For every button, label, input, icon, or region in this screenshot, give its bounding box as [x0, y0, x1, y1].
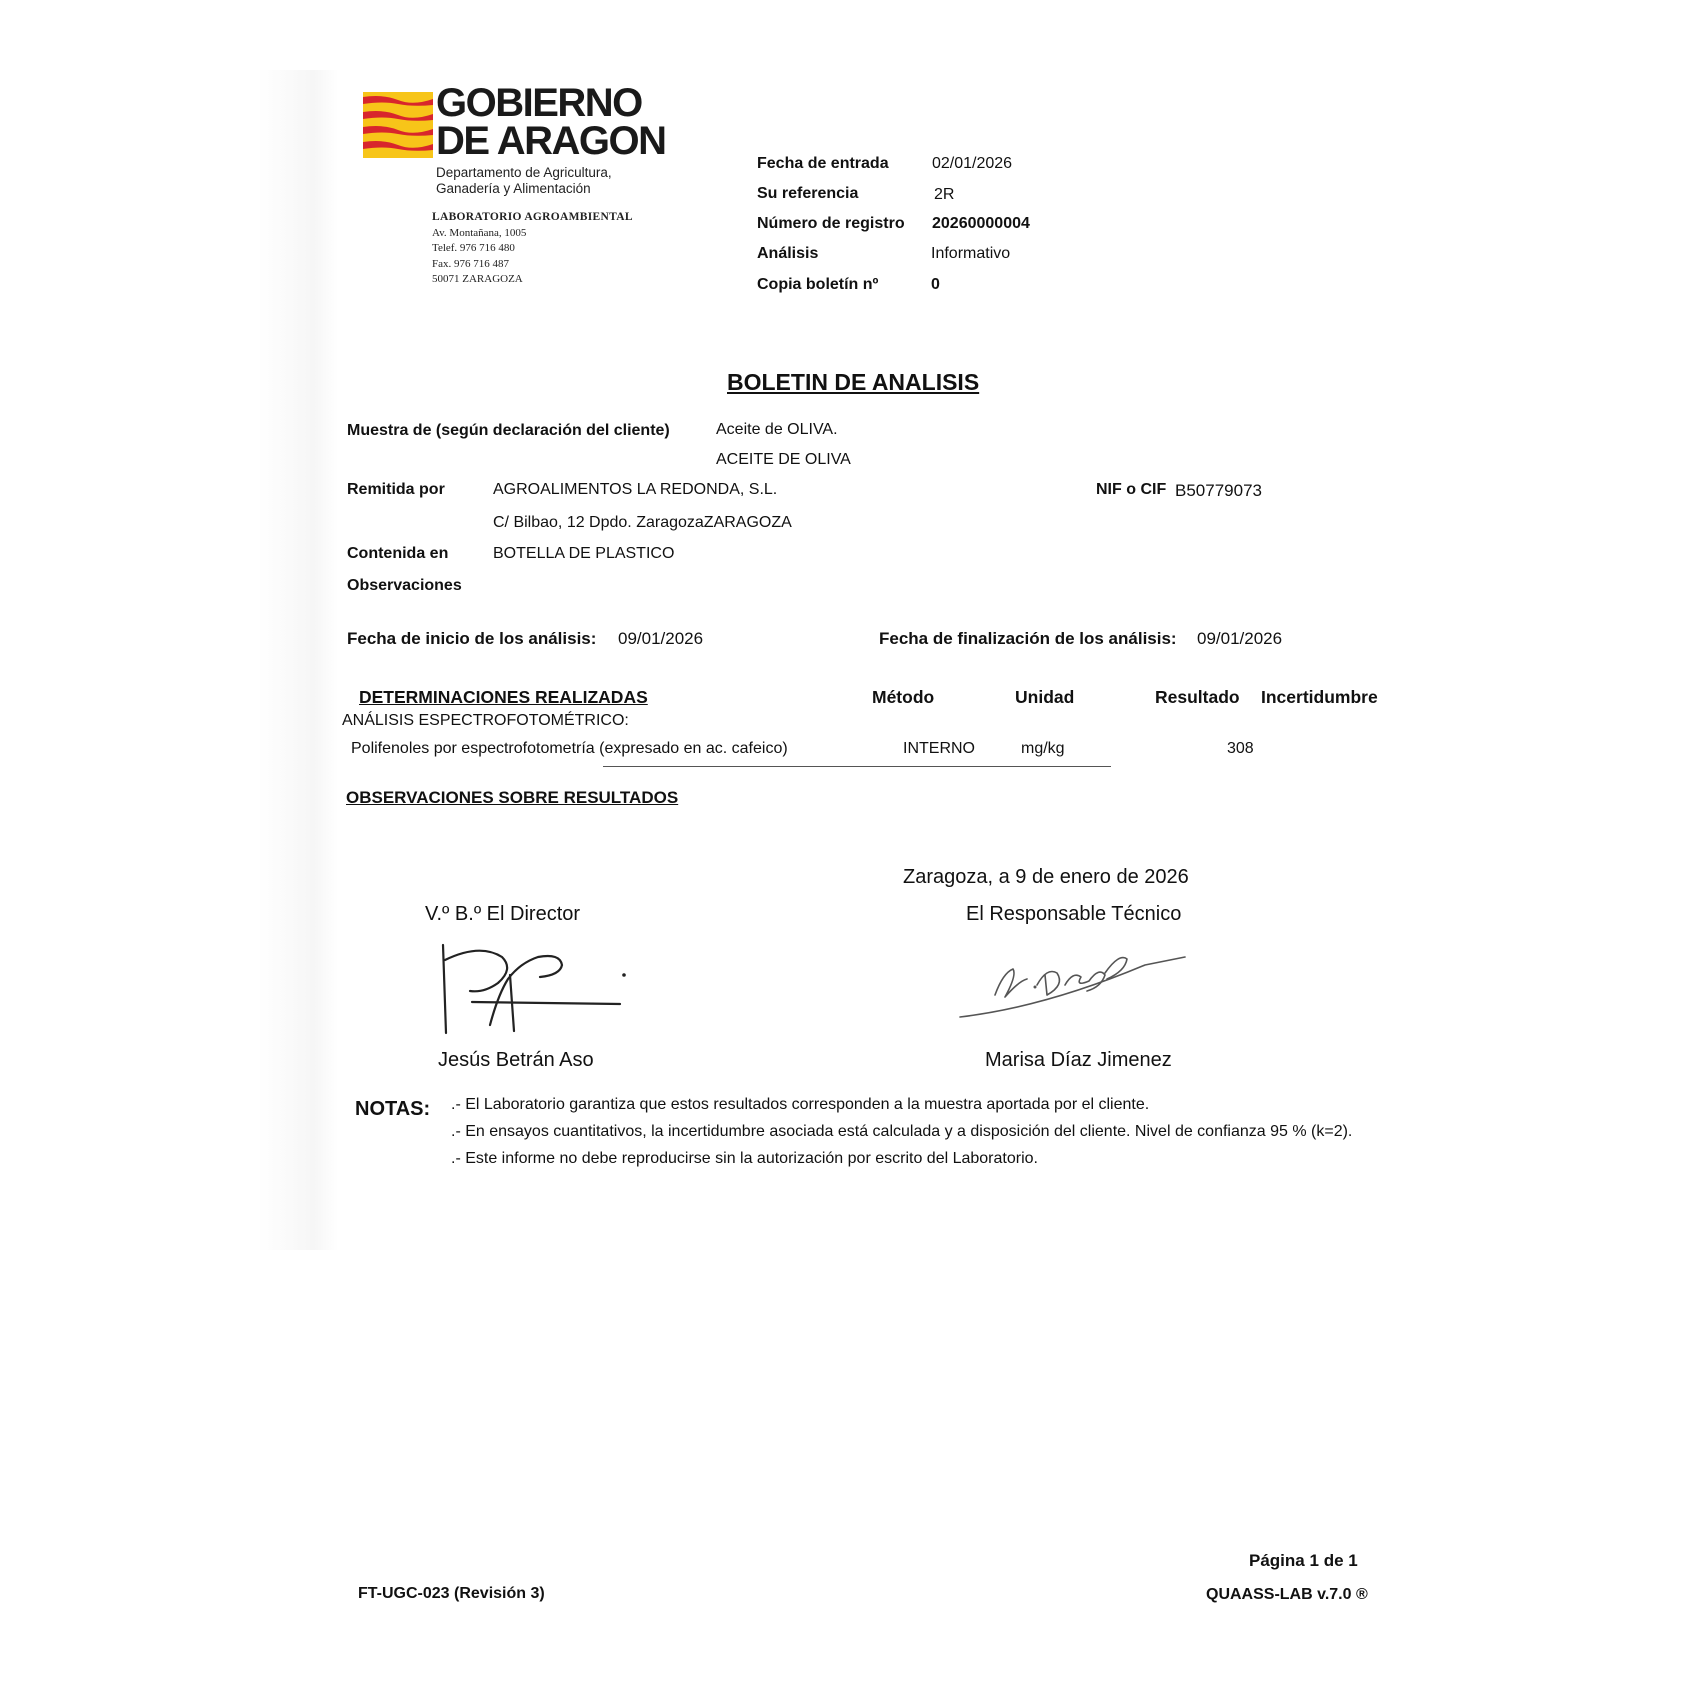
- note-item-1: .- El Laboratorio garantiza que estos resultados corresponden a la muestra aportada por el cliente.: [451, 1096, 1150, 1113]
- row-unit: mg/kg: [1021, 740, 1065, 757]
- analisis-label: Análisis: [757, 245, 819, 262]
- contenida-value: BOTELLA DE PLASTICO: [493, 545, 675, 562]
- th-resultado: Resultado: [1155, 687, 1240, 707]
- row-result: 308: [1227, 740, 1254, 757]
- department-line-2: Ganadería y Alimentación: [436, 181, 591, 196]
- analisis-value: Informativo: [931, 245, 1011, 262]
- fecha-fin-value: 09/01/2026: [1197, 629, 1283, 648]
- logo-wordmark: [436, 81, 666, 163]
- copia-boletin-value: 0: [931, 276, 940, 293]
- tecnico-title: El Responsable Técnico: [966, 903, 1182, 925]
- remitida-label: Remitida por: [347, 481, 445, 498]
- muestra-value-1: Aceite de OLIVA.: [716, 421, 838, 438]
- logo-line-2: DE ARAGON: [436, 119, 666, 163]
- table-divider: [603, 766, 1111, 767]
- department-name: [436, 165, 612, 197]
- page-total: 1: [1348, 1551, 1358, 1570]
- table-section-title: ANÁLISIS ESPECTROFOTOMÉTRICO:: [342, 712, 629, 729]
- director-title: V.º B.º El Director: [425, 903, 581, 925]
- th-unidad: Unidad: [1015, 687, 1075, 707]
- contenida-label: Contenida en: [347, 545, 449, 562]
- notes-label: NOTAS:: [355, 1098, 431, 1120]
- note-item-2: .- En ensayos cuantitativos, la incertidumbre asociada está calculada y a disposición del cliente. Nivel de confianza 95 % (k=2).: [451, 1123, 1353, 1140]
- tecnico-name: Marisa Díaz Jimenez: [985, 1049, 1172, 1071]
- page-label: Página: [1249, 1551, 1305, 1570]
- observaciones-label: Observaciones: [347, 577, 462, 594]
- remitida-address: C/ Bilbao, 12 Dpdo. ZaragozaZARAGOZA: [493, 514, 792, 531]
- software-version: QUAASS-LAB v.7.0 ®: [1206, 1586, 1368, 1603]
- observaciones-resultados-title: OBSERVACIONES SOBRE RESULTADOS: [346, 788, 679, 807]
- lab-fax: Fax. 976 716 487: [432, 257, 509, 270]
- su-referencia-value: 2R: [934, 186, 955, 203]
- form-code: FT-UGC-023 (Revisión 3): [358, 1585, 545, 1602]
- department-line-1: Departamento de Agricultura,: [436, 165, 612, 180]
- fecha-entrada-value: 02/01/2026: [932, 155, 1013, 172]
- fecha-fin-label: Fecha de finalización de los análisis:: [879, 629, 1177, 648]
- page-shadow: [258, 70, 338, 1250]
- fecha-inicio-label: Fecha de inicio de los análisis:: [347, 629, 597, 648]
- note-item-3: .- Este informe no debe reproducirse sin la autorización por escrito del Laboratorio.: [451, 1150, 1038, 1167]
- lab-address: Av. Montañana, 1005: [432, 226, 527, 239]
- muestra-label: Muestra de (según declaración del cliente): [347, 422, 670, 439]
- remitida-value: AGROALIMENTOS LA REDONDA, S.L.: [493, 481, 778, 498]
- page-of: de: [1323, 1551, 1344, 1570]
- page-number: [1249, 1551, 1358, 1571]
- row-determination: Polifenoles por espectrofotometría (expresado en ac. cafeico): [351, 740, 788, 757]
- nif-value: B50779073: [1175, 481, 1262, 500]
- muestra-value-2: ACEITE DE OLIVA: [716, 451, 851, 468]
- page-current: 1: [1309, 1551, 1319, 1570]
- aragon-flag-logo-icon: [363, 92, 433, 158]
- th-incertidumbre: Incertidumbre: [1261, 687, 1378, 707]
- logo-line-1: GOBIERNO: [436, 81, 642, 125]
- th-determinaciones: DETERMINACIONES REALIZADAS: [359, 687, 648, 707]
- director-name: Jesús Betrán Aso: [438, 1049, 594, 1071]
- lab-city: 50071 ZARAGOZA: [432, 273, 523, 285]
- document-title: BOLETIN DE ANALISIS: [727, 369, 980, 395]
- tecnico-signature-icon: [955, 945, 1195, 1020]
- lab-address-block: [432, 210, 633, 288]
- fecha-inicio-value: 09/01/2026: [618, 629, 704, 648]
- numero-registro-value: 20260000004: [932, 215, 1030, 232]
- su-referencia-label: Su referencia: [757, 185, 859, 202]
- row-method: INTERNO: [903, 740, 975, 757]
- lab-phone: Telef. 976 716 480: [432, 242, 515, 254]
- th-metodo: Método: [872, 687, 935, 707]
- place-date: Zaragoza, a 9 de enero de 2026: [903, 866, 1189, 888]
- nif-label: NIF o CIF: [1096, 481, 1167, 498]
- copia-boletin-label: Copia boletín nº: [757, 276, 879, 293]
- fecha-entrada-label: Fecha de entrada: [757, 155, 889, 172]
- lab-name: LABORATORIO AGROAMBIENTAL: [432, 211, 633, 223]
- director-signature-icon: [410, 935, 630, 1035]
- numero-registro-label: Número de registro: [757, 215, 905, 232]
